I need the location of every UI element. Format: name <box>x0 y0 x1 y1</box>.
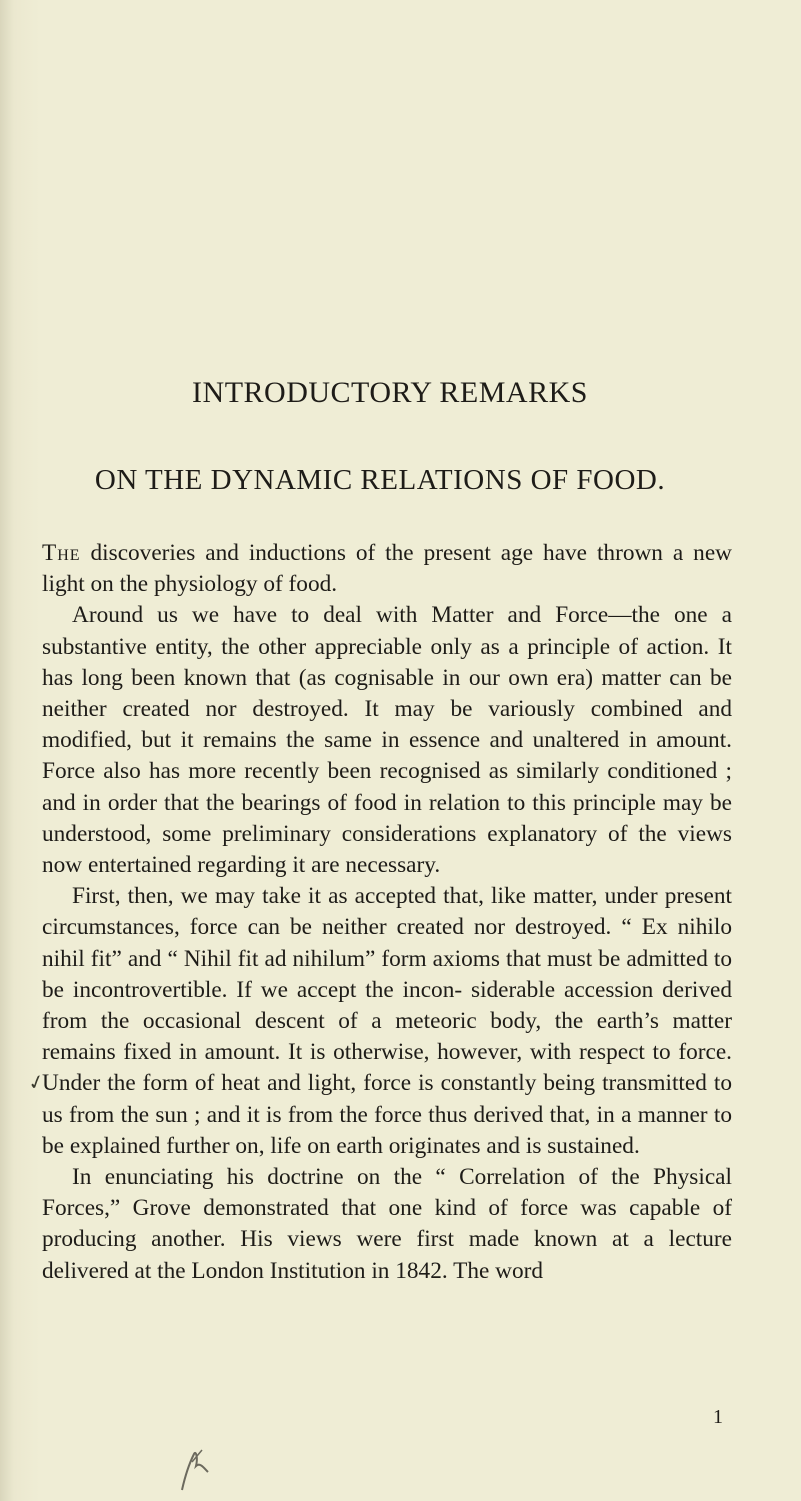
paragraph-3: First, then, we may take it as accepted that, like matter, under present circumstances, force can be neither created nor destroyed. “ Ex nihilo nihil fit” and “ Nihil fit ad nihilum” form axioms that must be admitted to be incontrovertible. If we accept the incon- siderable accession derived from the occasional descent of a meteoric body, the earth’s matter remains fixed in amount. It is otherwise, however, with respect to force. Under the form of heat and light, force is constantly being transmitted to us from the sun ; and it is from the force thus derived that, in a manner to be explained further on, life on earth originates and is sustained. <box>42 883 732 1159</box>
margin-tick-mark: ✓ <box>25 1070 48 1096</box>
chapter-subtitle: ON THE DYNAMIC RELATIONS OF FOOD. <box>94 464 666 496</box>
body-text <box>42 538 732 1287</box>
chapter-title: INTRODUCTORY REMARKS <box>192 376 588 409</box>
drop-word: The <box>42 540 81 566</box>
paragraph-1 <box>42 538 732 600</box>
paragraph-4: In enunciating his doctrine on the “ Correlation of the Physical Forces,” Grove demonstrated that one kind of force was capable of producing another. His views were first made known at a lecture delivered at the London Institution in 1842. The word <box>42 1164 732 1284</box>
pencil-scribble-icon <box>176 1432 216 1492</box>
page-number: 1 <box>713 1406 723 1428</box>
paragraph-2: Around us we have to deal with Matter and Force—the one a substantive entity, the other appreciable only as a principle of action. It has long been known that (as cognisable in our own era) matter can be neither created nor destroyed. It may be variously combined and modified, but it remains the same in essence and unaltered in amount. Force also has more recently been recognised as similarly conditioned ; and in order that the bearings of food in relation to this principle may be understood, some preliminary considerations explanatory of the views now entertained regarding it are necessary. <box>42 602 732 879</box>
paragraph-1-text: discoveries and inductions of the present age have thrown a new light on the physiology of food. <box>42 540 732 598</box>
